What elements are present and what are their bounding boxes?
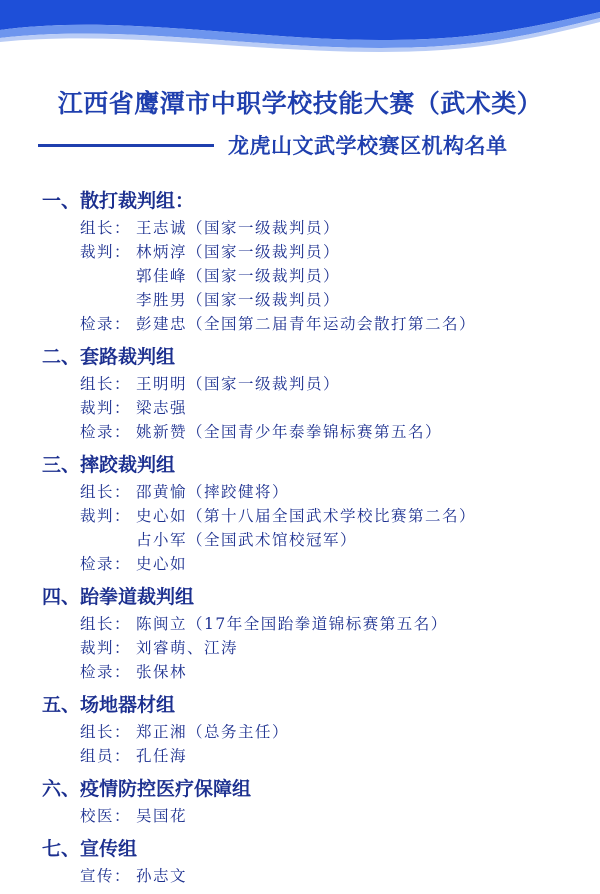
member-name: 刘睿萌、江涛 <box>136 639 239 657</box>
section-3 <box>0 450 600 576</box>
section-heading: 二、套路裁判组 <box>42 346 176 368</box>
role-label: 检录： <box>80 555 132 573</box>
role-label: 裁判： <box>80 639 132 657</box>
role-label: 组长： <box>80 219 132 237</box>
section-2 <box>0 342 600 444</box>
role-label: 检录： <box>80 423 132 441</box>
member-row <box>0 240 600 264</box>
member-name: 陈闽立（17年全国跆拳道锦标赛第五名） <box>136 615 448 633</box>
page-title: 江西省鹰潭市中职学校技能大赛（武术类） <box>57 89 543 118</box>
role-label: 组长： <box>80 723 132 741</box>
member-row <box>0 396 600 420</box>
header-wave-banner <box>0 0 600 60</box>
member-name: 占小军（全国武术馆校冠军） <box>136 531 358 549</box>
section-heading: 三、摔跤裁判组 <box>42 454 176 476</box>
section-heading: 六、疫情防控医疗保障组 <box>42 778 252 800</box>
section-5 <box>0 690 600 768</box>
section-1 <box>0 186 600 336</box>
member-name: 郭佳峰（国家一级裁判员） <box>136 267 341 285</box>
role-label: 组长： <box>80 483 132 501</box>
section-heading: 四、跆拳道裁判组 <box>42 586 195 608</box>
member-row <box>0 552 600 576</box>
page-subtitle: 龙虎山文武学校赛区机构名单 <box>228 134 508 158</box>
member-name: 林炳淳（国家一级裁判员） <box>136 243 341 261</box>
member-name: 王志诚（国家一级裁判员） <box>136 219 341 237</box>
member-row <box>0 480 600 504</box>
role-label: 裁判： <box>80 399 132 417</box>
subtitle-dash <box>38 144 214 147</box>
role-label: 裁判： <box>80 507 132 525</box>
member-name: 张保林 <box>136 663 188 681</box>
role-label: 宣传： <box>80 867 132 885</box>
member-name: 彭建忠（全国第二届青年运动会散打第二名） <box>136 315 477 333</box>
member-row <box>0 720 600 744</box>
section-6 <box>0 774 600 828</box>
section-heading: 七、宣传组 <box>42 838 138 860</box>
member-row <box>0 804 600 828</box>
member-name: 史心如（第十八届全国武术学校比赛第二名） <box>136 507 477 525</box>
role-label: 校医： <box>80 807 132 825</box>
member-row <box>0 864 600 888</box>
role-label: 检录： <box>80 663 132 681</box>
member-name: 李胜男（国家一级裁判员） <box>136 291 341 309</box>
member-row <box>0 312 600 336</box>
member-row <box>0 660 600 684</box>
member-name: 史心如 <box>136 555 188 573</box>
member-row <box>0 612 600 636</box>
member-name: 姚新赞（全国青少年泰拳锦标赛第五名） <box>136 423 443 441</box>
section-7 <box>0 834 600 888</box>
subtitle-row <box>38 130 578 160</box>
section-4 <box>0 582 600 684</box>
member-row <box>0 528 600 552</box>
member-name: 孙志文 <box>136 867 188 885</box>
member-name: 孔任海 <box>136 747 188 765</box>
role-label: 检录： <box>80 315 132 333</box>
member-name: 吴国花 <box>136 807 188 825</box>
member-row <box>0 372 600 396</box>
committee-list <box>0 186 600 894</box>
member-row <box>0 504 600 528</box>
member-name: 郑正湘（总务主任） <box>136 723 290 741</box>
member-row <box>0 216 600 240</box>
member-name: 王明明（国家一级裁判员） <box>136 375 341 393</box>
member-row <box>0 420 600 444</box>
role-label: 组员： <box>80 747 132 765</box>
role-label: 组长： <box>80 375 132 393</box>
member-name: 梁志强 <box>136 399 188 417</box>
member-name: 邵黄愉（摔跤健将） <box>136 483 290 501</box>
member-row <box>0 636 600 660</box>
role-label: 组长： <box>80 615 132 633</box>
section-heading: 五、场地器材组 <box>42 694 176 716</box>
section-heading: 一、散打裁判组： <box>42 190 195 212</box>
role-label: 裁判： <box>80 243 132 261</box>
member-row <box>0 744 600 768</box>
member-row <box>0 288 600 312</box>
member-row <box>0 264 600 288</box>
